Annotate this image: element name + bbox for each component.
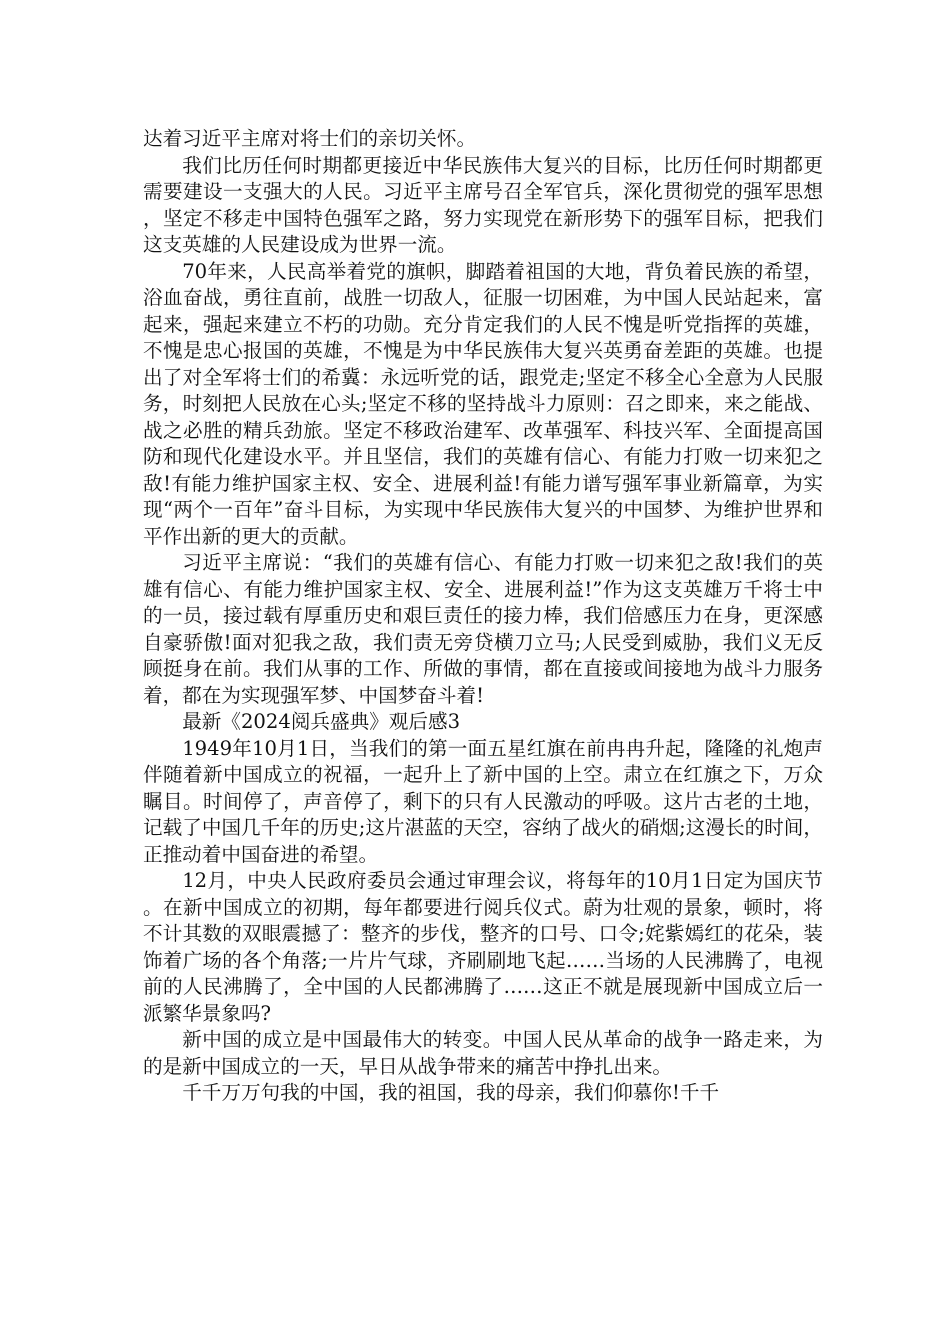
paragraph: 千千万万句我的中国，我的祖国，我的母亲，我们仰慕你!千千 — [182, 1081, 720, 1104]
paragraph: 70年来，人民高举着党的旗帜，脚踏着祖国的大地，背负着民族的希望，浴血奋战，勇往直前，战胜一切敌人，征服一切困难，为中国人民站起来，富起来，强起来建立不朽的功勋。充分肯定我们的人民不愧是听党指挥的英雄，不愧是忠心报国的英雄，不愧是为中华民族伟大复兴英勇奋差距的英雄。也提出了对全军将士们的希冀：永远听党的话，跟党走;坚定不移全心全意为人民服务，时刻把人民放在心头;坚定不移的坚持战斗力原则：召之即来，来之能战、战之必胜的精兵劲旅。坚定不移政治建军、改革强军、科技兴军、全面提高国防和现代化建设水平。并且坚信，我们的英雄有信心、有能力打败一切来犯之敌!有能力维护国家主权、安全、进展利益!有能力谱写强军事业新篇章，为实现“两个一百年”奋斗目标，为实现中华民族伟大复兴的中国梦、为维护世界和平作出新的更大的贡献。 — [143, 259, 823, 548]
section-heading: 最新《2024阅兵盛典》观后感3 — [182, 710, 461, 733]
document-page — [143, 126, 823, 1107]
paragraph: 习近平主席说：“我们的英雄有信心、有能力打败一切来犯之敌!我们的英雄有信心、有能力维护国家主权、安全、进展利益!”作为这支英雄万千将士中的一员，接过载有厚重历史和艰巨责任的接力棒，我们倍感压力在身，更深感自豪骄傲!面对犯我之敌，我们责无旁贷横刀立马;人民受到威胁，我们义无反顾挺身在前。我们从事的工作、所做的事情，都在直接或间接地为战斗力服务着，都在为实现强军梦、中国梦奋斗着! — [143, 551, 823, 707]
paragraph-continued: 达着习近平主席对将士们的亲切关怀。 — [143, 127, 477, 150]
paragraph: 1949年10月1日，当我们的第一面五星红旗在前冉冉升起，隆隆的礼炮声伴随着新中国成立的祝福，一起升上了新中国的上空。肃立在红旗之下，万众瞩目。时间停了，声音停了，剩下的只有人民激动的呼吸。这片古老的土地，记载了中国几千年的历史;这片湛蓝的天空，容纳了战火的硝烟;这漫长的时间，正推动着中国奋进的希望。 — [143, 736, 823, 866]
paragraph: 我们比历任何时期都更接近中华民族伟大复兴的目标，比历任何时期都更需要建设一支强大的人民。习近平主席号召全军官兵，深化贯彻党的强军思想，坚定不移走中国特色强军之路，努力实现党在新形势下的强军目标，把我们这支英雄的人民建设成为世界一流。 — [143, 153, 823, 256]
paragraph: 新中国的成立是中国最伟大的转变。中国人民从革命的战争一路走来，为的是新中国成立的一天，早日从战争带来的痛苦中挣扎出来。 — [143, 1028, 823, 1078]
paragraph: 12月，中央人民政府委员会通过审理会议，将每年的10月1日定为国庆节。在新中国成立的初期，每年都要进行阅兵仪式。蔚为壮观的景象，顿时，将不计其数的双眼震撼了：整齐的步伐，整齐的口号、口令;姹紫嫣红的花朵，装饰着广场的各个角落;一片片气球，齐刷刷地飞起……当场的人民沸腾了，电视前的人民沸腾了，全中国的人民都沸腾了……这正不就是展现新中国成立后一派繁华景象吗? — [143, 869, 823, 1025]
